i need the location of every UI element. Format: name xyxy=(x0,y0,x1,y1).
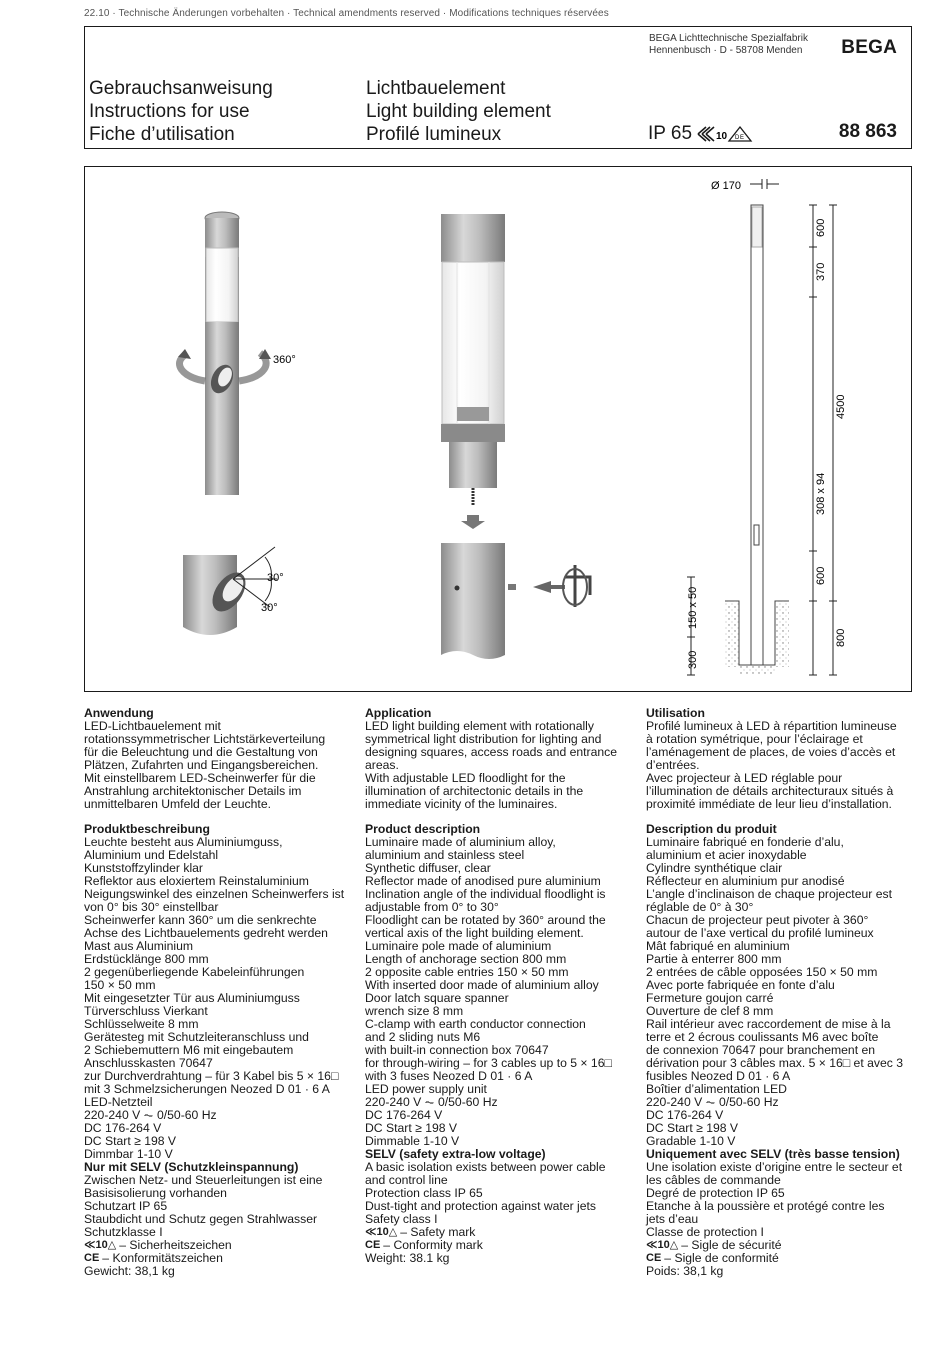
text-line: Leuchte besteht aus Aluminiumguss, xyxy=(84,835,283,849)
text-line: Scheinwerfer kann 360° um die senkrechte xyxy=(84,913,317,927)
text-line: de connexion 70647 pour branchement en xyxy=(646,1043,876,1057)
text-line: DC Start ≥ 198 V xyxy=(84,1134,177,1148)
text-line: Degré de protection IP 65 xyxy=(646,1186,785,1200)
text-line: symmetrical light distribution for lighting and xyxy=(365,732,602,746)
heading-application: Application xyxy=(365,706,432,720)
text-line: DC 176-264 V xyxy=(646,1108,724,1122)
pole-top xyxy=(441,543,590,659)
text-line: Mât fabriqué en aluminium xyxy=(646,939,790,953)
svg-text:E: E xyxy=(740,135,745,141)
text-line: Schutzart IP 65 xyxy=(84,1199,168,1213)
svg-text:150 x 50: 150 x 50 xyxy=(687,586,699,629)
text-line: Mit einstellbarem LED-Scheinwerfer für die xyxy=(84,771,316,785)
text-line: d’entrées. xyxy=(646,758,700,772)
text-line: A basic isolation exists between power cable xyxy=(365,1160,606,1174)
text-line: With inserted door made of aluminium alloy xyxy=(365,978,599,992)
text-line: Length of anchorage section 800 mm xyxy=(365,952,567,966)
text-line: Floodlight can be rotated by 360° around the xyxy=(365,913,606,927)
heading-description: Description du produit xyxy=(646,822,777,836)
svg-text:30°: 30° xyxy=(261,602,278,614)
text-line: Etanche à la poussière et protégé contre les xyxy=(646,1199,885,1213)
text-line: 150 × 50 mm xyxy=(84,978,156,992)
column-german xyxy=(84,707,354,1278)
text-line: Anstrahlung architektonischer Details im xyxy=(84,784,302,798)
header-box xyxy=(84,26,912,149)
svg-text:308 x 94: 308 x 94 xyxy=(815,472,827,515)
heading-application: Utilisation xyxy=(646,706,705,720)
text-line: 2 opposite cable entries 150 × 50 mm xyxy=(365,965,569,979)
text-line: for through-wiring – for 3 cables up to 5 × 16□ xyxy=(365,1056,612,1070)
svg-text:10: 10 xyxy=(716,131,728,142)
product-titles: Lichtbauelement Light building element Profilé lumineux xyxy=(366,78,551,145)
revision-note: 22.10 · Technische Änderungen vorbehalten · Technical amendments reserved · Modifications techniques réservées xyxy=(84,8,609,19)
text-line: Plätzen, Zufahrten und Eingangsbereichen. xyxy=(84,758,319,772)
text-line: DC Start ≥ 198 V xyxy=(365,1121,458,1135)
text-line: Une isolation existe d’origine entre le secteur et xyxy=(646,1160,903,1174)
text-line: Cylindre synthétique clair xyxy=(646,861,783,875)
text-line: zur Durchverdrahtung – für 3 Kabel bis 5 × 16□ xyxy=(84,1069,339,1083)
text-line: autour de l’axe vertical du profilé lumineux xyxy=(646,926,874,940)
safety-mark-icon: ≪10△ xyxy=(84,1239,117,1251)
svg-text:600: 600 xyxy=(815,566,827,585)
svg-text:30°: 30° xyxy=(267,572,284,584)
text-line: Mit eingesetzter Tür aus Aluminiumguss xyxy=(84,991,300,1005)
text-line: Door latch square spanner xyxy=(365,991,509,1005)
text-line: Zwischen Netz- und Steuerleitungen ist eine xyxy=(84,1173,323,1187)
heading-selv: SELV (safety extra-low voltage) xyxy=(365,1147,546,1161)
text-line: 2 Schiebemuttern M6 mit eingebautem xyxy=(84,1043,294,1057)
ce-mark-icon: CE xyxy=(365,1239,381,1251)
text-line: Protection class IP 65 xyxy=(365,1186,483,1200)
text-line: Aluminium und Edelstahl xyxy=(84,848,219,862)
text-line: Safety class I xyxy=(365,1212,438,1226)
document-type-titles: Gebrauchsanweisung Instructions for use Fiche d’utilisation xyxy=(89,78,273,145)
text-line: Erdstücklänge 800 mm xyxy=(84,952,209,966)
text-line: Luminaire made of aluminium alloy, xyxy=(365,835,556,849)
safety-mark-icon: ≪10△ xyxy=(365,1226,398,1238)
text-line: Basisisolierung vorhanden xyxy=(84,1186,227,1200)
text-line: aluminium and stainless steel xyxy=(365,848,525,862)
svg-text:300: 300 xyxy=(687,650,699,669)
text-line: designing squares, access roads and entrance xyxy=(365,745,618,759)
text-line: mit 3 Schmelzsicherungen Neozed D 01 · 6 A xyxy=(84,1082,330,1096)
svg-text:800: 800 xyxy=(835,628,847,647)
text-line: Classe de protection I xyxy=(646,1225,764,1239)
weight: Weight: 38.1 kg xyxy=(365,1251,450,1265)
text-line: Fermeture goujon carré xyxy=(646,991,774,1005)
text-line: Gerätesteg mit Schutzleiteranschluss und xyxy=(84,1030,309,1044)
text-line: with built-in connection box 70647 xyxy=(365,1043,549,1057)
text-line: and 2 sliding nuts M6 xyxy=(365,1030,481,1044)
weight: Gewicht: 38,1 kg xyxy=(84,1264,175,1278)
text-line: LED light building element with rotationally xyxy=(365,719,594,733)
heading-selv: Nur mit SELV (Schutzkleinspannung) xyxy=(84,1160,299,1174)
technical-drawing xyxy=(84,166,912,692)
text-line: Dimmbar 1-10 V xyxy=(84,1147,173,1161)
text-line: Dust-tight and protection against water jets xyxy=(365,1199,597,1213)
text-line: Partie à enterrer 800 mm xyxy=(646,952,782,966)
text-line: dérivation pour 3 câbles max. 5 × 16□ et avec 3 xyxy=(646,1056,904,1070)
text-line: Avec projecteur à LED réglable pour xyxy=(646,771,843,785)
text-line: with 3 fuses Neozed D 01 · 6 A xyxy=(365,1069,533,1083)
text-line: vertical axis of the light building element. xyxy=(365,926,584,940)
ce-mark-icon: CE xyxy=(646,1252,662,1264)
text-line: DC Start ≥ 198 V xyxy=(646,1121,739,1135)
pole-perspective xyxy=(178,212,296,495)
text-line: Mast aus Aluminium xyxy=(84,939,194,953)
svg-text:360°: 360° xyxy=(273,354,296,366)
text-line: Inclination angle of the individual floodlight is xyxy=(365,887,606,901)
text-line: réglable de 0° à 30° xyxy=(646,900,754,914)
weight: Poids: 38,1 kg xyxy=(646,1264,724,1278)
heading-description: Product description xyxy=(365,822,481,836)
text-line: terre et 2 écrous coulissants M6 avec boîte xyxy=(646,1030,879,1044)
text-line: Luminaire pole made of aluminium xyxy=(365,939,552,953)
text-line: Dimmable 1-10 V xyxy=(365,1134,460,1148)
safety-mark-line: ≪10△ – Sicherheitszeichen xyxy=(84,1238,232,1252)
text-line: Profilé lumineux à LED à répartition lumineuse xyxy=(646,719,897,733)
svg-text:370: 370 xyxy=(815,262,827,281)
text-line: les câbles de commande xyxy=(646,1173,781,1187)
text-line: l’aménagement de places, de voies d’accès et xyxy=(646,745,896,759)
text-line: wrench size 8 mm xyxy=(365,1004,464,1018)
text-line: Schlüsselweite 8 mm xyxy=(84,1017,199,1031)
safety-mark-icon xyxy=(696,124,754,144)
article-number: 88 863 xyxy=(838,121,897,142)
text-line: 2 entrées de câble opposées 150 × 50 mm xyxy=(646,965,878,979)
text-line: aluminium et acier inoxydable xyxy=(646,848,807,862)
text-line: jets d’eau xyxy=(646,1212,699,1226)
text-line: Reflektor aus eloxiertem Reinstaluminium xyxy=(84,874,309,888)
company-address: BEGA Lichttechnische Spezialfabrik Hennenbusch · D - 58708 Menden xyxy=(649,33,808,56)
text-line: LED power supply unit xyxy=(365,1082,487,1096)
text-line: Achse des Lichtbauelements gedreht werden xyxy=(84,926,328,940)
text-line: unmittelbaren Umfeld der Leuchte. xyxy=(84,797,271,811)
text-line: adjustable from 0° to 30° xyxy=(365,900,499,914)
ip-rating: IP 65 10 D E xyxy=(648,123,754,145)
text-line: 220-240 V ⏦ 0/50-60 Hz xyxy=(646,1095,779,1109)
text-line: DC 176-264 V xyxy=(365,1108,443,1122)
tilt-detail xyxy=(183,547,284,635)
heading-selv: Uniquement avec SELV (très basse tension) xyxy=(646,1147,900,1161)
conformity-mark-line: CE – Konformitätszeichen xyxy=(84,1251,223,1265)
text-line: Ouverture de clef 8 mm xyxy=(646,1004,774,1018)
text-line: areas. xyxy=(365,758,399,772)
text-line: Boîtier d’alimentation LED xyxy=(646,1082,787,1096)
luminaire-head xyxy=(441,214,505,529)
text-line: Kunststoffzylinder klar xyxy=(84,861,203,875)
text-line: Réflecteur en aluminium pur anodisé xyxy=(646,874,845,888)
text-line: and control line xyxy=(365,1173,448,1187)
text-line: Anschlusskasten 70647 xyxy=(84,1056,213,1070)
text-line: Neigungswinkel des einzelnen Scheinwerfers ist xyxy=(84,887,345,901)
text-line: Gradable 1-10 V xyxy=(646,1134,736,1148)
bega-logo: BEGA xyxy=(841,37,897,58)
text-line: fusibles Neozed D 01 · 6 A xyxy=(646,1069,791,1083)
dimension-drawing xyxy=(687,179,847,675)
text-line: Staubdicht und Schutz gegen Strahlwasser xyxy=(84,1212,318,1226)
heading-application: Anwendung xyxy=(84,706,154,720)
text-line: immediate vicinity of the luminaires. xyxy=(365,797,558,811)
text-line: With adjustable LED floodlight for the xyxy=(365,771,566,785)
ce-mark-icon: CE xyxy=(84,1252,100,1264)
column-french xyxy=(646,707,916,1278)
text-line: Schutzklasse I xyxy=(84,1225,163,1239)
text-line: l’illumination de détails architecturaux situés à xyxy=(646,784,894,798)
text-line: Luminaire fabriqué en fonderie d’alu, xyxy=(646,835,844,849)
conformity-mark-line: CE – Sigle de conformité xyxy=(646,1251,779,1265)
safety-mark-line: ≪10△ – Sigle de sécurité xyxy=(646,1238,782,1252)
text-line: Synthetic diffuser, clear xyxy=(365,861,491,875)
text-line: L’angle d’inclinaison de chaque projecteur est xyxy=(646,887,892,901)
text-line: 220-240 V ⏦ 0/50-60 Hz xyxy=(84,1108,217,1122)
text-line: von 0° bis 30° einstellbar xyxy=(84,900,219,914)
text-line: für die Beleuchtung und die Gestaltung von xyxy=(84,745,318,759)
text-line: Rail intérieur avec raccordement de mise à la xyxy=(646,1017,891,1031)
text-line: à rotation symétrique, pour l’éclairage et xyxy=(646,732,863,746)
svg-text:600: 600 xyxy=(815,218,827,237)
text-line: Chacun de projecteur peut pivoter à 360° xyxy=(646,913,869,927)
text-line: 2 gegenüberliegende Kabeleinführungen xyxy=(84,965,305,979)
text-line: Avec porte fabriquée en fonte d’alu xyxy=(646,978,835,992)
text-line: rotationssymmetrischer Lichtstärkeverteilung xyxy=(84,732,326,746)
column-english xyxy=(365,707,635,1265)
text-line: DC 176-264 V xyxy=(84,1121,162,1135)
text-line: C-clamp with earth conductor connection xyxy=(365,1017,586,1031)
heading-description: Produktbeschreibung xyxy=(84,822,210,836)
text-line: Türverschluss Vierkant xyxy=(84,1004,208,1018)
text-line: LED-Lichtbauelement mit xyxy=(84,719,221,733)
text-line: proximité immédiate de leur lieu d’installation. xyxy=(646,797,892,811)
text-line: LED-Netzteil xyxy=(84,1095,153,1109)
luminaire-illustration xyxy=(85,167,913,693)
conformity-mark-line: CE – Conformity mark xyxy=(365,1238,483,1252)
safety-mark-icon: ≪10△ xyxy=(646,1239,679,1251)
svg-text:4500: 4500 xyxy=(835,394,847,419)
text-line: 220-240 V ⏦ 0/50-60 Hz xyxy=(365,1095,498,1109)
text-line: Reflector made of anodised pure aluminium xyxy=(365,874,601,888)
safety-mark-line: ≪10△ – Safety mark xyxy=(365,1225,476,1239)
text-line: illumination of architectonic details in the xyxy=(365,784,584,798)
svg-text:Ø 170: Ø 170 xyxy=(711,180,741,192)
svg-text:D: D xyxy=(735,135,740,141)
